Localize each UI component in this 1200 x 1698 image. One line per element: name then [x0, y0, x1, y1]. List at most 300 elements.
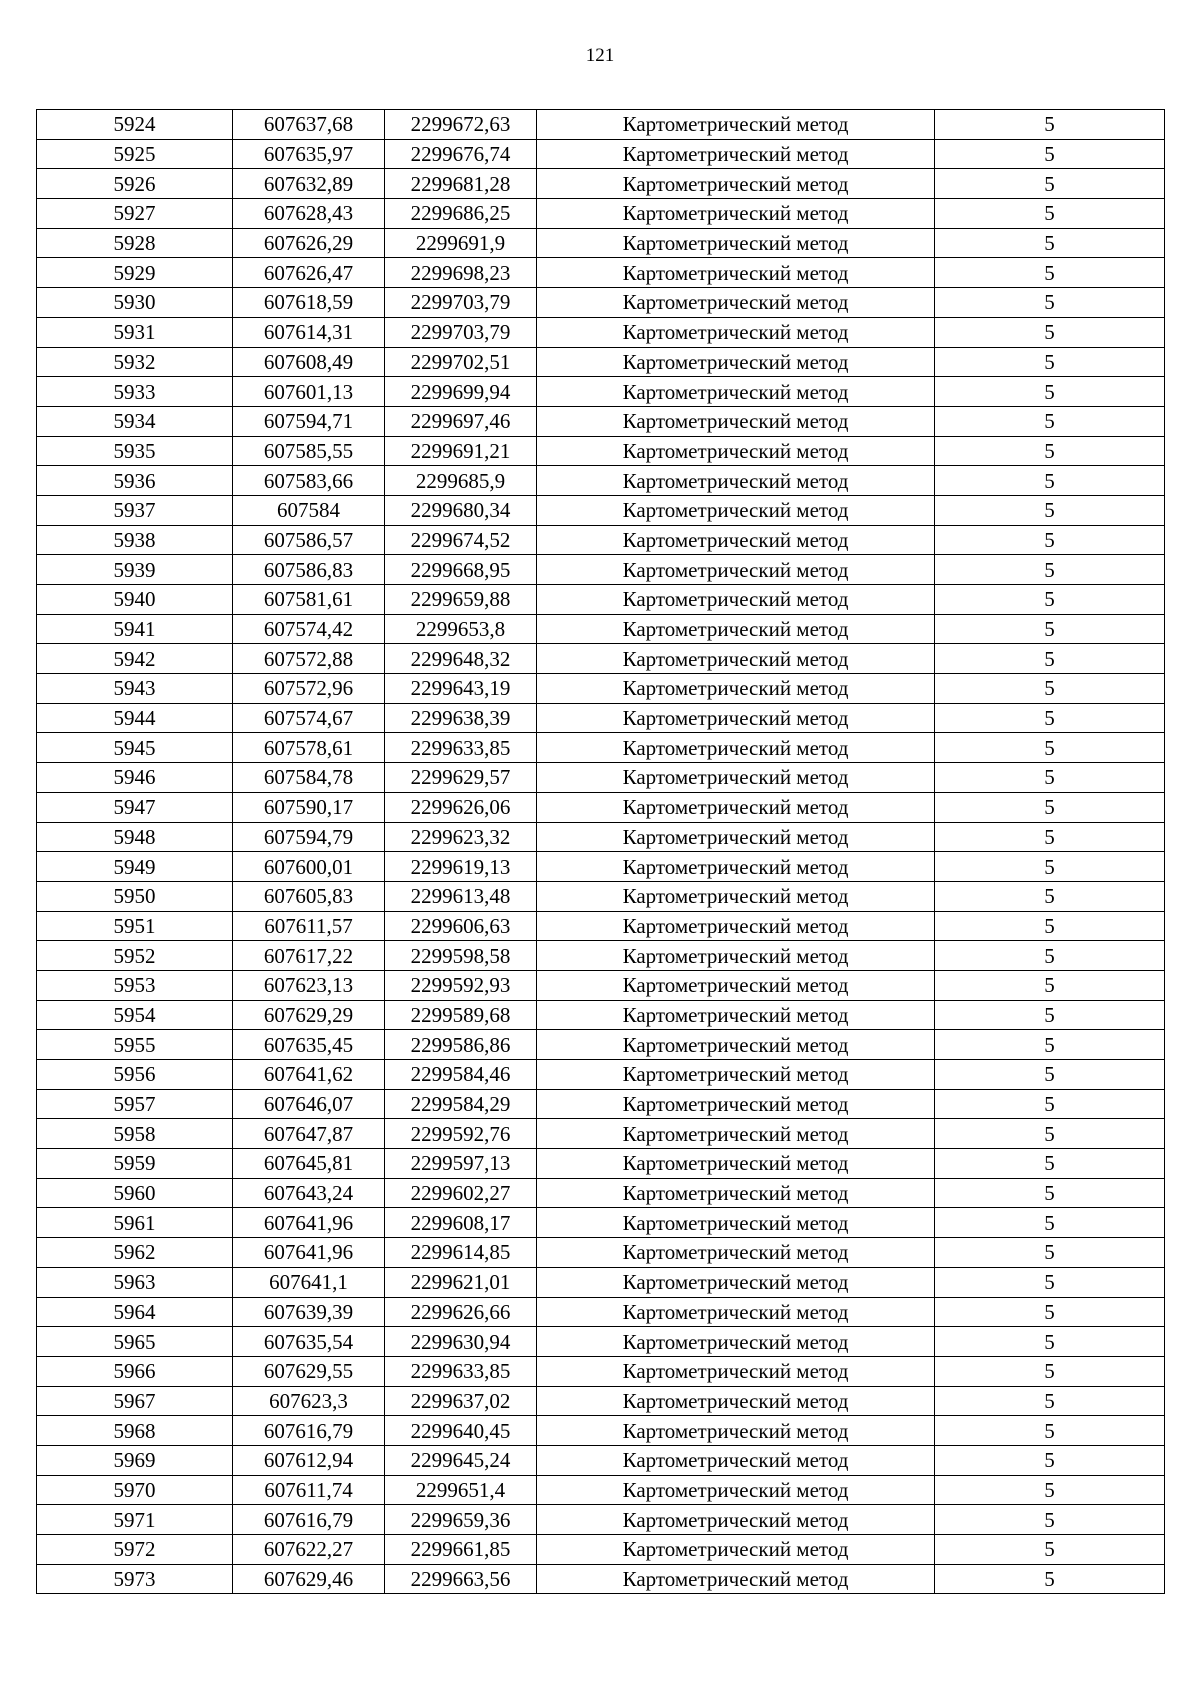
table-row	[37, 881, 1165, 911]
x-coordinate-cell: 607572,96	[233, 674, 385, 704]
table-row	[37, 1208, 1165, 1238]
method-cell: Картометрический метод	[537, 1445, 935, 1475]
method-cell: Картометрический метод	[537, 1149, 935, 1179]
y-coordinate-cell: 2299663,56	[385, 1564, 537, 1594]
point-number-cell: 5927	[37, 199, 233, 229]
accuracy-cell: 5	[935, 288, 1165, 318]
y-coordinate-cell: 2299685,9	[385, 466, 537, 496]
method-cell: Картометрический метод	[537, 1535, 935, 1565]
table-row	[37, 1238, 1165, 1268]
x-coordinate-cell: 607637,68	[233, 110, 385, 140]
point-number-cell: 5972	[37, 1535, 233, 1565]
accuracy-cell: 5	[935, 555, 1165, 585]
x-coordinate-cell: 607629,55	[233, 1356, 385, 1386]
accuracy-cell: 5	[935, 1475, 1165, 1505]
method-cell: Картометрический метод	[537, 970, 935, 1000]
x-coordinate-cell: 607623,3	[233, 1386, 385, 1416]
table-row	[37, 1416, 1165, 1446]
method-cell: Картометрический метод	[537, 1208, 935, 1238]
point-number-cell: 5924	[37, 110, 233, 140]
x-coordinate-cell: 607608,49	[233, 347, 385, 377]
accuracy-cell: 5	[935, 1030, 1165, 1060]
x-coordinate-cell: 607605,83	[233, 881, 385, 911]
y-coordinate-cell: 2299623,32	[385, 822, 537, 852]
point-number-cell: 5928	[37, 228, 233, 258]
x-coordinate-cell: 607612,94	[233, 1445, 385, 1475]
x-coordinate-cell: 607600,01	[233, 852, 385, 882]
table-row	[37, 614, 1165, 644]
y-coordinate-cell: 2299606,63	[385, 911, 537, 941]
accuracy-cell: 5	[935, 199, 1165, 229]
table-row	[37, 139, 1165, 169]
y-coordinate-cell: 2299584,29	[385, 1089, 537, 1119]
x-coordinate-cell: 607626,29	[233, 228, 385, 258]
method-cell: Картометрический метод	[537, 941, 935, 971]
y-coordinate-cell: 2299592,93	[385, 970, 537, 1000]
y-coordinate-cell: 2299584,46	[385, 1060, 537, 1090]
method-cell: Картометрический метод	[537, 199, 935, 229]
table-row	[37, 377, 1165, 407]
method-cell: Картометрический метод	[537, 763, 935, 793]
table-row	[37, 911, 1165, 941]
accuracy-cell: 5	[935, 1149, 1165, 1179]
accuracy-cell: 5	[935, 406, 1165, 436]
table-row	[37, 169, 1165, 199]
method-cell: Картометрический метод	[537, 1327, 935, 1357]
x-coordinate-cell: 607618,59	[233, 288, 385, 318]
coordinates-table	[36, 109, 1165, 1594]
y-coordinate-cell: 2299648,32	[385, 644, 537, 674]
method-cell: Картометрический метод	[537, 1297, 935, 1327]
table-row	[37, 495, 1165, 525]
table-row	[37, 1327, 1165, 1357]
method-cell: Картометрический метод	[537, 139, 935, 169]
accuracy-cell: 5	[935, 1445, 1165, 1475]
x-coordinate-cell: 607635,45	[233, 1030, 385, 1060]
accuracy-cell: 5	[935, 1119, 1165, 1149]
method-cell: Картометрический метод	[537, 703, 935, 733]
accuracy-cell: 5	[935, 1416, 1165, 1446]
point-number-cell: 5973	[37, 1564, 233, 1594]
table-row	[37, 763, 1165, 793]
point-number-cell: 5950	[37, 881, 233, 911]
y-coordinate-cell: 2299640,45	[385, 1416, 537, 1446]
accuracy-cell: 5	[935, 585, 1165, 615]
x-coordinate-cell: 607629,46	[233, 1564, 385, 1594]
point-number-cell: 5966	[37, 1356, 233, 1386]
table-row	[37, 1564, 1165, 1594]
point-number-cell: 5971	[37, 1505, 233, 1535]
y-coordinate-cell: 2299629,57	[385, 763, 537, 793]
table-row	[37, 822, 1165, 852]
point-number-cell: 5941	[37, 614, 233, 644]
accuracy-cell: 5	[935, 1208, 1165, 1238]
x-coordinate-cell: 607623,13	[233, 970, 385, 1000]
point-number-cell: 5925	[37, 139, 233, 169]
x-coordinate-cell: 607585,55	[233, 436, 385, 466]
x-coordinate-cell: 607626,47	[233, 258, 385, 288]
x-coordinate-cell: 607578,61	[233, 733, 385, 763]
method-cell: Картометрический метод	[537, 1178, 935, 1208]
point-number-cell: 5968	[37, 1416, 233, 1446]
method-cell: Картометрический метод	[537, 258, 935, 288]
method-cell: Картометрический метод	[537, 1089, 935, 1119]
x-coordinate-cell: 607616,79	[233, 1416, 385, 1446]
method-cell: Картометрический метод	[537, 1475, 935, 1505]
x-coordinate-cell: 607594,71	[233, 406, 385, 436]
y-coordinate-cell: 2299676,74	[385, 139, 537, 169]
method-cell: Картометрический метод	[537, 169, 935, 199]
point-number-cell: 5939	[37, 555, 233, 585]
y-coordinate-cell: 2299614,85	[385, 1238, 537, 1268]
accuracy-cell: 5	[935, 911, 1165, 941]
table-row	[37, 406, 1165, 436]
table-row	[37, 1445, 1165, 1475]
accuracy-cell: 5	[935, 703, 1165, 733]
point-number-cell: 5944	[37, 703, 233, 733]
y-coordinate-cell: 2299637,02	[385, 1386, 537, 1416]
y-coordinate-cell: 2299645,24	[385, 1445, 537, 1475]
point-number-cell: 5962	[37, 1238, 233, 1268]
y-coordinate-cell: 2299697,46	[385, 406, 537, 436]
point-number-cell: 5946	[37, 763, 233, 793]
table-row	[37, 733, 1165, 763]
accuracy-cell: 5	[935, 169, 1165, 199]
table-row	[37, 644, 1165, 674]
point-number-cell: 5959	[37, 1149, 233, 1179]
table-row	[37, 347, 1165, 377]
method-cell: Картометрический метод	[537, 1000, 935, 1030]
method-cell: Картометрический метод	[537, 495, 935, 525]
y-coordinate-cell: 2299621,01	[385, 1267, 537, 1297]
y-coordinate-cell: 2299589,68	[385, 1000, 537, 1030]
table-row	[37, 288, 1165, 318]
method-cell: Картометрический метод	[537, 852, 935, 882]
y-coordinate-cell: 2299668,95	[385, 555, 537, 585]
point-number-cell: 5965	[37, 1327, 233, 1357]
accuracy-cell: 5	[935, 941, 1165, 971]
accuracy-cell: 5	[935, 1000, 1165, 1030]
point-number-cell: 5948	[37, 822, 233, 852]
accuracy-cell: 5	[935, 466, 1165, 496]
accuracy-cell: 5	[935, 258, 1165, 288]
method-cell: Картометрический метод	[537, 466, 935, 496]
method-cell: Картометрический метод	[537, 377, 935, 407]
method-cell: Картометрический метод	[537, 525, 935, 555]
point-number-cell: 5970	[37, 1475, 233, 1505]
accuracy-cell: 5	[935, 733, 1165, 763]
accuracy-cell: 5	[935, 1505, 1165, 1535]
x-coordinate-cell: 607616,79	[233, 1505, 385, 1535]
y-coordinate-cell: 2299703,79	[385, 317, 537, 347]
table-row	[37, 1060, 1165, 1090]
method-cell: Картометрический метод	[537, 555, 935, 585]
y-coordinate-cell: 2299691,21	[385, 436, 537, 466]
point-number-cell: 5934	[37, 406, 233, 436]
x-coordinate-cell: 607614,31	[233, 317, 385, 347]
accuracy-cell: 5	[935, 1356, 1165, 1386]
accuracy-cell: 5	[935, 970, 1165, 1000]
y-coordinate-cell: 2299699,94	[385, 377, 537, 407]
y-coordinate-cell: 2299659,88	[385, 585, 537, 615]
x-coordinate-cell: 607639,39	[233, 1297, 385, 1327]
x-coordinate-cell: 607645,81	[233, 1149, 385, 1179]
y-coordinate-cell: 2299597,13	[385, 1149, 537, 1179]
method-cell: Картометрический метод	[537, 110, 935, 140]
point-number-cell: 5932	[37, 347, 233, 377]
x-coordinate-cell: 607586,83	[233, 555, 385, 585]
method-cell: Картометрический метод	[537, 1356, 935, 1386]
x-coordinate-cell: 607584,78	[233, 763, 385, 793]
table-row	[37, 1505, 1165, 1535]
table-row	[37, 1030, 1165, 1060]
x-coordinate-cell: 607641,1	[233, 1267, 385, 1297]
method-cell: Картометрический метод	[537, 1564, 935, 1594]
table-row	[37, 199, 1165, 229]
accuracy-cell: 5	[935, 347, 1165, 377]
x-coordinate-cell: 607617,22	[233, 941, 385, 971]
y-coordinate-cell: 2299633,85	[385, 733, 537, 763]
table-row	[37, 1535, 1165, 1565]
y-coordinate-cell: 2299674,52	[385, 525, 537, 555]
y-coordinate-cell: 2299630,94	[385, 1327, 537, 1357]
table-row	[37, 852, 1165, 882]
point-number-cell: 5960	[37, 1178, 233, 1208]
accuracy-cell: 5	[935, 1089, 1165, 1119]
y-coordinate-cell: 2299698,23	[385, 258, 537, 288]
method-cell: Картометрический метод	[537, 436, 935, 466]
y-coordinate-cell: 2299626,66	[385, 1297, 537, 1327]
method-cell: Картометрический метод	[537, 822, 935, 852]
point-number-cell: 5955	[37, 1030, 233, 1060]
method-cell: Картометрический метод	[537, 317, 935, 347]
method-cell: Картометрический метод	[537, 1060, 935, 1090]
point-number-cell: 5969	[37, 1445, 233, 1475]
point-number-cell: 5930	[37, 288, 233, 318]
y-coordinate-cell: 2299633,85	[385, 1356, 537, 1386]
x-coordinate-cell: 607641,96	[233, 1208, 385, 1238]
table-row	[37, 1000, 1165, 1030]
accuracy-cell: 5	[935, 139, 1165, 169]
y-coordinate-cell: 2299661,85	[385, 1535, 537, 1565]
point-number-cell: 5931	[37, 317, 233, 347]
point-number-cell: 5940	[37, 585, 233, 615]
table-row	[37, 585, 1165, 615]
x-coordinate-cell: 607583,66	[233, 466, 385, 496]
x-coordinate-cell: 607641,96	[233, 1238, 385, 1268]
point-number-cell: 5952	[37, 941, 233, 971]
accuracy-cell: 5	[935, 1238, 1165, 1268]
x-coordinate-cell: 607643,24	[233, 1178, 385, 1208]
point-number-cell: 5961	[37, 1208, 233, 1238]
y-coordinate-cell: 2299681,28	[385, 169, 537, 199]
y-coordinate-cell: 2299680,34	[385, 495, 537, 525]
point-number-cell: 5957	[37, 1089, 233, 1119]
table-row	[37, 228, 1165, 258]
point-number-cell: 5956	[37, 1060, 233, 1090]
x-coordinate-cell: 607574,67	[233, 703, 385, 733]
accuracy-cell: 5	[935, 614, 1165, 644]
accuracy-cell: 5	[935, 763, 1165, 793]
accuracy-cell: 5	[935, 852, 1165, 882]
x-coordinate-cell: 607574,42	[233, 614, 385, 644]
method-cell: Картометрический метод	[537, 644, 935, 674]
point-number-cell: 5945	[37, 733, 233, 763]
point-number-cell: 5964	[37, 1297, 233, 1327]
x-coordinate-cell: 607622,27	[233, 1535, 385, 1565]
table-row	[37, 941, 1165, 971]
accuracy-cell: 5	[935, 792, 1165, 822]
y-coordinate-cell: 2299643,19	[385, 674, 537, 704]
point-number-cell: 5937	[37, 495, 233, 525]
y-coordinate-cell: 2299613,48	[385, 881, 537, 911]
point-number-cell: 5949	[37, 852, 233, 882]
x-coordinate-cell: 607629,29	[233, 1000, 385, 1030]
accuracy-cell: 5	[935, 1386, 1165, 1416]
point-number-cell: 5942	[37, 644, 233, 674]
table-row	[37, 258, 1165, 288]
method-cell: Картометрический метод	[537, 881, 935, 911]
table-row	[37, 110, 1165, 140]
coordinates-table-body	[37, 110, 1165, 1594]
point-number-cell: 5933	[37, 377, 233, 407]
x-coordinate-cell: 607594,79	[233, 822, 385, 852]
y-coordinate-cell: 2299619,13	[385, 852, 537, 882]
accuracy-cell: 5	[935, 1297, 1165, 1327]
point-number-cell: 5951	[37, 911, 233, 941]
table-row	[37, 1089, 1165, 1119]
y-coordinate-cell: 2299598,58	[385, 941, 537, 971]
y-coordinate-cell: 2299672,63	[385, 110, 537, 140]
accuracy-cell: 5	[935, 377, 1165, 407]
y-coordinate-cell: 2299651,4	[385, 1475, 537, 1505]
method-cell: Картометрический метод	[537, 1416, 935, 1446]
accuracy-cell: 5	[935, 1060, 1165, 1090]
table-row	[37, 1475, 1165, 1505]
point-number-cell: 5943	[37, 674, 233, 704]
table-row	[37, 466, 1165, 496]
table-row	[37, 1119, 1165, 1149]
method-cell: Картометрический метод	[537, 288, 935, 318]
point-number-cell: 5926	[37, 169, 233, 199]
y-coordinate-cell: 2299608,17	[385, 1208, 537, 1238]
accuracy-cell: 5	[935, 1178, 1165, 1208]
method-cell: Картометрический метод	[537, 614, 935, 644]
point-number-cell: 5929	[37, 258, 233, 288]
method-cell: Картометрический метод	[537, 1386, 935, 1416]
method-cell: Картометрический метод	[537, 347, 935, 377]
x-coordinate-cell: 607632,89	[233, 169, 385, 199]
accuracy-cell: 5	[935, 1564, 1165, 1594]
table-row	[37, 674, 1165, 704]
table-row	[37, 525, 1165, 555]
table-row	[37, 555, 1165, 585]
y-coordinate-cell: 2299638,39	[385, 703, 537, 733]
table-row	[37, 1267, 1165, 1297]
point-number-cell: 5954	[37, 1000, 233, 1030]
accuracy-cell: 5	[935, 1267, 1165, 1297]
accuracy-cell: 5	[935, 228, 1165, 258]
y-coordinate-cell: 2299602,27	[385, 1178, 537, 1208]
y-coordinate-cell: 2299691,9	[385, 228, 537, 258]
x-coordinate-cell: 607641,62	[233, 1060, 385, 1090]
point-number-cell: 5935	[37, 436, 233, 466]
y-coordinate-cell: 2299626,06	[385, 792, 537, 822]
table-row	[37, 1149, 1165, 1179]
accuracy-cell: 5	[935, 110, 1165, 140]
method-cell: Картометрический метод	[537, 792, 935, 822]
accuracy-cell: 5	[935, 881, 1165, 911]
x-coordinate-cell: 607586,57	[233, 525, 385, 555]
method-cell: Картометрический метод	[537, 674, 935, 704]
accuracy-cell: 5	[935, 1327, 1165, 1357]
y-coordinate-cell: 2299686,25	[385, 199, 537, 229]
point-number-cell: 5947	[37, 792, 233, 822]
y-coordinate-cell: 2299659,36	[385, 1505, 537, 1535]
point-number-cell: 5936	[37, 466, 233, 496]
table-row	[37, 436, 1165, 466]
accuracy-cell: 5	[935, 317, 1165, 347]
method-cell: Картометрический метод	[537, 1030, 935, 1060]
x-coordinate-cell: 607581,61	[233, 585, 385, 615]
x-coordinate-cell: 607584	[233, 495, 385, 525]
table-row	[37, 970, 1165, 1000]
table-row	[37, 703, 1165, 733]
y-coordinate-cell: 2299586,86	[385, 1030, 537, 1060]
x-coordinate-cell: 607611,74	[233, 1475, 385, 1505]
point-number-cell: 5963	[37, 1267, 233, 1297]
method-cell: Картометрический метод	[537, 406, 935, 436]
point-number-cell: 5938	[37, 525, 233, 555]
x-coordinate-cell: 607601,13	[233, 377, 385, 407]
accuracy-cell: 5	[935, 674, 1165, 704]
accuracy-cell: 5	[935, 822, 1165, 852]
y-coordinate-cell: 2299592,76	[385, 1119, 537, 1149]
accuracy-cell: 5	[935, 436, 1165, 466]
x-coordinate-cell: 607647,87	[233, 1119, 385, 1149]
point-number-cell: 5967	[37, 1386, 233, 1416]
x-coordinate-cell: 607611,57	[233, 911, 385, 941]
method-cell: Картометрический метод	[537, 1238, 935, 1268]
x-coordinate-cell: 607646,07	[233, 1089, 385, 1119]
table-row	[37, 792, 1165, 822]
x-coordinate-cell: 607572,88	[233, 644, 385, 674]
accuracy-cell: 5	[935, 525, 1165, 555]
method-cell: Картометрический метод	[537, 1267, 935, 1297]
method-cell: Картометрический метод	[537, 585, 935, 615]
method-cell: Картометрический метод	[537, 733, 935, 763]
table-row	[37, 317, 1165, 347]
accuracy-cell: 5	[935, 1535, 1165, 1565]
x-coordinate-cell: 607628,43	[233, 199, 385, 229]
x-coordinate-cell: 607635,54	[233, 1327, 385, 1357]
table-row	[37, 1297, 1165, 1327]
y-coordinate-cell: 2299702,51	[385, 347, 537, 377]
x-coordinate-cell: 607635,97	[233, 139, 385, 169]
method-cell: Картометрический метод	[537, 1505, 935, 1535]
table-row	[37, 1356, 1165, 1386]
point-number-cell: 5958	[37, 1119, 233, 1149]
y-coordinate-cell: 2299703,79	[385, 288, 537, 318]
table-row	[37, 1386, 1165, 1416]
method-cell: Картометрический метод	[537, 1119, 935, 1149]
accuracy-cell: 5	[935, 495, 1165, 525]
x-coordinate-cell: 607590,17	[233, 792, 385, 822]
method-cell: Картометрический метод	[537, 911, 935, 941]
accuracy-cell: 5	[935, 644, 1165, 674]
point-number-cell: 5953	[37, 970, 233, 1000]
table-row	[37, 1178, 1165, 1208]
